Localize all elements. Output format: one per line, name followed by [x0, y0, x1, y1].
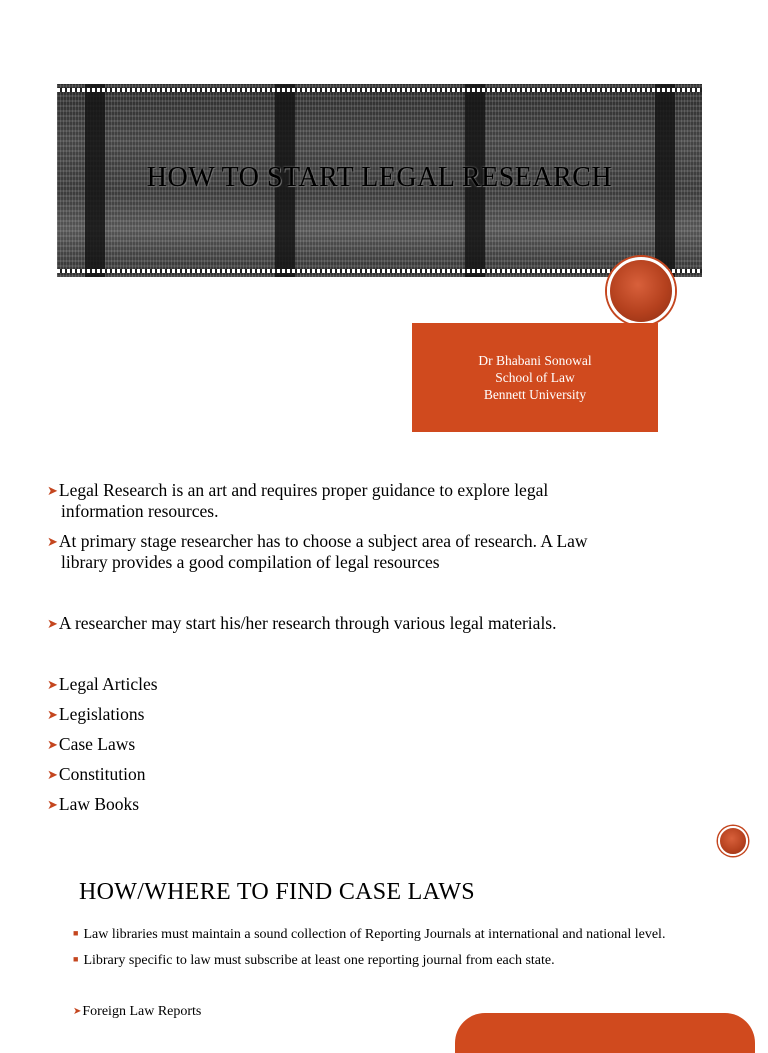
square-bullet-icon: ■: [73, 928, 79, 938]
arrow-bullet-icon: ➤: [47, 483, 58, 498]
list-item: ➤A researcher may start his/her research through various legal materials.: [47, 613, 557, 633]
author-name: Dr Bhabani Sonowal: [478, 353, 592, 368]
slide-title: HOW TO START LEGAL RESEARCH: [146, 162, 613, 193]
arrow-bullet-icon: ➤: [47, 737, 58, 752]
arrow-bullet-icon: ➤: [47, 767, 58, 782]
square-bullet-icon: ■: [73, 954, 79, 964]
arrow-bullet-icon: ➤: [47, 797, 58, 812]
author-box: [412, 323, 658, 432]
decorative-circle: [607, 257, 675, 325]
decorative-shape: [455, 1013, 755, 1053]
list-item: ■ Law libraries must maintain a sound collection of Reporting Journals at international and national level.: [73, 927, 666, 942]
list-item: ➤Legislations: [47, 704, 145, 724]
list-item: ➤Foreign Law Reports: [73, 1004, 202, 1019]
author-university: Bennett University: [483, 387, 587, 402]
list-item: ➤Constitution: [47, 764, 146, 784]
author-school: School of Law: [495, 370, 575, 385]
list-item: ■ Library specific to law must subscribe at least one reporting journal from each state.: [73, 953, 555, 968]
list-item: ➤Case Laws: [47, 734, 136, 754]
arrow-bullet-icon: ➤: [47, 707, 58, 722]
section-heading: HOW/WHERE TO FIND CASE LAWS: [79, 879, 475, 905]
list-item: ➤Law Books: [47, 794, 140, 814]
title-banner: [57, 84, 702, 277]
arrow-bullet-icon: ➤: [47, 616, 58, 631]
list-item: ➤At primary stage researcher has to choose a subject area of research. A Law library provides a good compilation of legal resources: [47, 531, 588, 572]
arrow-bullet-icon: ➤: [47, 677, 58, 692]
list-item: ➤Legal Research is an art and requires proper guidance to explore legal information resources.: [47, 480, 549, 521]
list-item: ➤Legal Articles: [47, 674, 158, 694]
arrow-bullet-icon: ➤: [73, 1006, 82, 1017]
decorative-circle: [718, 826, 748, 856]
arrow-bullet-icon: ➤: [47, 534, 58, 549]
